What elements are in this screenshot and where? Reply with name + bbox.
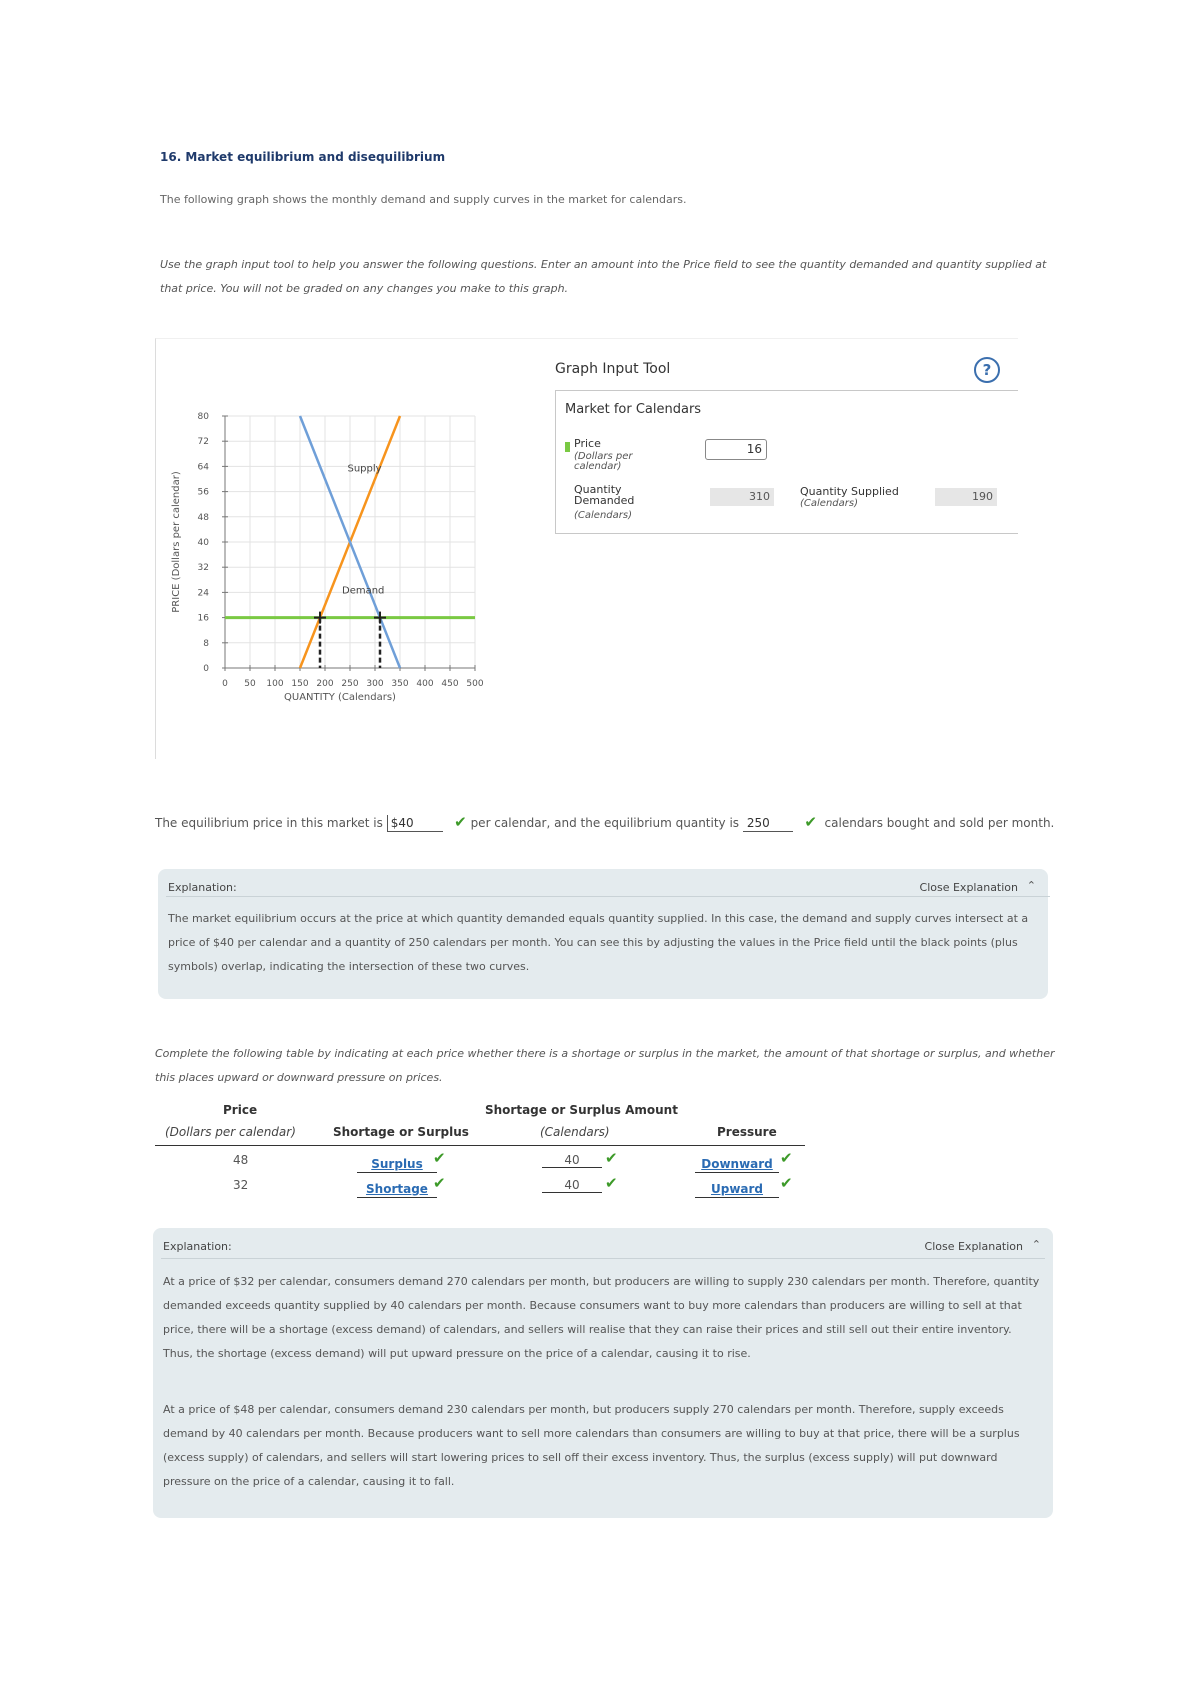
x-tick-label: 350 (391, 679, 409, 689)
quantity-supplied-value: 190 (935, 488, 997, 506)
quantity-demanded-sublabel: (Calendars) (574, 510, 632, 521)
intro-text: The following graph shows the monthly demand and supply curves in the market for calendars. (160, 193, 687, 206)
quantity-supplied-label: Quantity Supplied (800, 485, 899, 498)
check-icon: ✔ (804, 813, 817, 831)
quantity-demanded-value: 310 (710, 488, 774, 506)
header-shortage: Shortage or Surplus (333, 1125, 469, 1139)
row-price: 48 (233, 1153, 249, 1167)
y-tick-label: 72 (197, 437, 209, 448)
y-tick-label: 80 (197, 412, 209, 422)
header-amount-sub: (Calendars) (540, 1125, 610, 1139)
check-icon: ✔ (433, 1149, 446, 1167)
divider (166, 896, 1050, 897)
check-icon: ✔ (780, 1174, 793, 1192)
header-amount: Shortage or Surplus Amount (485, 1103, 678, 1117)
explanation-paragraph-1: At a price of $32 per calendar, consumers demand 270 calendars per month, but producers are willing to supply 230 calendars per month. Therefore, quantity demanded exceeds quantity supplied by 40 calendars per month. Because consumers want to buy more calendars than producers are willing to sell at that price, there will be a shortage (excess demand) of calendars, and sellers will realise that they can raise their prices and still sell out their entire inventory. Thus, the shortage (excess demand) will put upward pressure on the price of a calendar, causing it to rise. (163, 1275, 1040, 1360)
amount-input[interactable]: 40 (542, 1178, 602, 1193)
check-icon: ✔ (454, 813, 467, 831)
x-tick-label: 150 (291, 679, 309, 689)
header-divider (155, 1145, 805, 1146)
y-tick-label: 8 (203, 638, 209, 649)
chevron-up-icon[interactable]: ⌃ (1031, 1238, 1041, 1251)
y-tick-label: 40 (197, 538, 209, 548)
page-title: 16. Market equilibrium and disequilibrium (160, 150, 446, 164)
amount-input[interactable]: 40 (542, 1153, 602, 1168)
y-tick-label: 24 (197, 588, 209, 599)
y-tick-label: 56 (197, 487, 209, 498)
equilibrium-quantity-input[interactable]: 250 (743, 815, 793, 832)
shortage-surplus-select[interactable]: Surplus (357, 1153, 437, 1173)
explanation-label: Explanation: (168, 881, 237, 894)
pressure-select[interactable]: Upward (695, 1178, 779, 1198)
quantity-supplied-sublabel: (Calendars) (800, 498, 858, 509)
divider (161, 1258, 1045, 1259)
close-explanation-button[interactable]: Close Explanation (924, 1240, 1023, 1253)
x-tick-label: 250 (341, 679, 359, 689)
x-tick-label: 0 (222, 679, 228, 689)
x-tick-label: 100 (266, 679, 284, 689)
x-tick-label: 500 (466, 679, 484, 689)
supply-label: Supply (347, 463, 382, 475)
help-icon[interactable]: ? (974, 357, 1000, 383)
explanation-paragraph-2: At a price of $48 per calendar, consumers demand 230 calendars per month, but producers supply 270 calendars per month. Therefore, supply exceeds demand by 40 calendars per month. Because producers want to sell more calendars than consumers are willing to buy at that price, there will be a surplus (excess supply) of calendars, and sellers will start lowering prices to sell off their excess inventory. Thus, the surplus (excess supply) will put downward pressure on the price of a calendar, causing it to fall. (163, 1403, 1020, 1488)
pressure-select[interactable]: Downward (695, 1153, 779, 1173)
explanation-panel-1 (158, 869, 1048, 999)
header-price: Price (223, 1103, 258, 1117)
eq-mid: per calendar, and the equilibrium quantity is (470, 816, 740, 830)
table-intro: Complete the following table by indicating at each price whether there is a shortage or surplus in the market, the amount of that shortage or surplus, and whether this places upward or downward pressure on prices. (155, 1047, 1055, 1084)
x-tick-label: 400 (416, 679, 434, 689)
chevron-up-icon[interactable]: ⌃ (1026, 879, 1036, 892)
demand-label: Demand (342, 585, 385, 597)
x-tick-label: 450 (441, 679, 459, 689)
price-input[interactable]: 16 (705, 439, 767, 460)
explanation-label: Explanation: (163, 1240, 232, 1253)
header-pressure: Pressure (717, 1125, 777, 1139)
check-icon: ✔ (605, 1174, 618, 1192)
explanation-panel-2 (153, 1228, 1053, 1518)
x-axis-label: QUANTITY (Calendars) (284, 692, 396, 703)
y-tick-label: 16 (197, 613, 209, 624)
close-explanation-button[interactable]: Close Explanation (919, 881, 1018, 894)
x-tick-label: 50 (244, 679, 256, 689)
y-tick-label: 0 (203, 664, 209, 674)
check-icon: ✔ (780, 1149, 793, 1167)
eq-suffix: calendars bought and sold per month. (824, 816, 1055, 830)
y-tick-label: 64 (197, 462, 209, 473)
price-label: Price (574, 437, 601, 450)
eq-prefix: The equilibrium price in this market is (155, 816, 383, 830)
y-tick-label: 48 (197, 512, 209, 523)
quantity-demanded-label: Quantity Demanded (574, 483, 635, 507)
check-icon: ✔ (605, 1149, 618, 1167)
equilibrium-question (155, 813, 1054, 832)
header-price-sub: (Dollars per calendar) (165, 1125, 296, 1139)
graph-input-tool-title: Graph Input Tool (555, 361, 671, 377)
equilibrium-price-input[interactable]: $40 (387, 815, 443, 832)
row-price: 32 (233, 1178, 249, 1192)
market-chart[interactable] (165, 400, 505, 720)
shortage-surplus-select[interactable]: Shortage (357, 1178, 437, 1198)
x-tick-label: 300 (366, 679, 384, 689)
x-tick-label: 200 (316, 679, 334, 689)
explanation-text: The market equilibrium occurs at the price at which quantity demanded equals quantity supplied. In this case, the demand and supply curves intersect at a price of $40 per calendar and a quantity of 250 calendars per month. You can see this by adjusting the values in the Price field until the black points (plus symbols) overlap, indicating the intersection of these two curves. (168, 912, 1029, 973)
y-axis-label: PRICE (Dollars per calendar) (171, 471, 182, 613)
shortage-surplus-table (155, 1103, 805, 1196)
check-icon: ✔ (433, 1174, 446, 1192)
price-sublabel: (Dollars per calendar) (574, 451, 633, 472)
price-swatch (565, 442, 570, 452)
instructions-text: Use the graph input tool to help you answer the following questions. Enter an amount into the Price field to see the quantity demanded and quantity supplied at that price. You will not be graded on any changes you make to this graph. (160, 258, 1047, 295)
market-title: Market for Calendars (565, 402, 702, 417)
y-tick-label: 32 (197, 563, 209, 574)
